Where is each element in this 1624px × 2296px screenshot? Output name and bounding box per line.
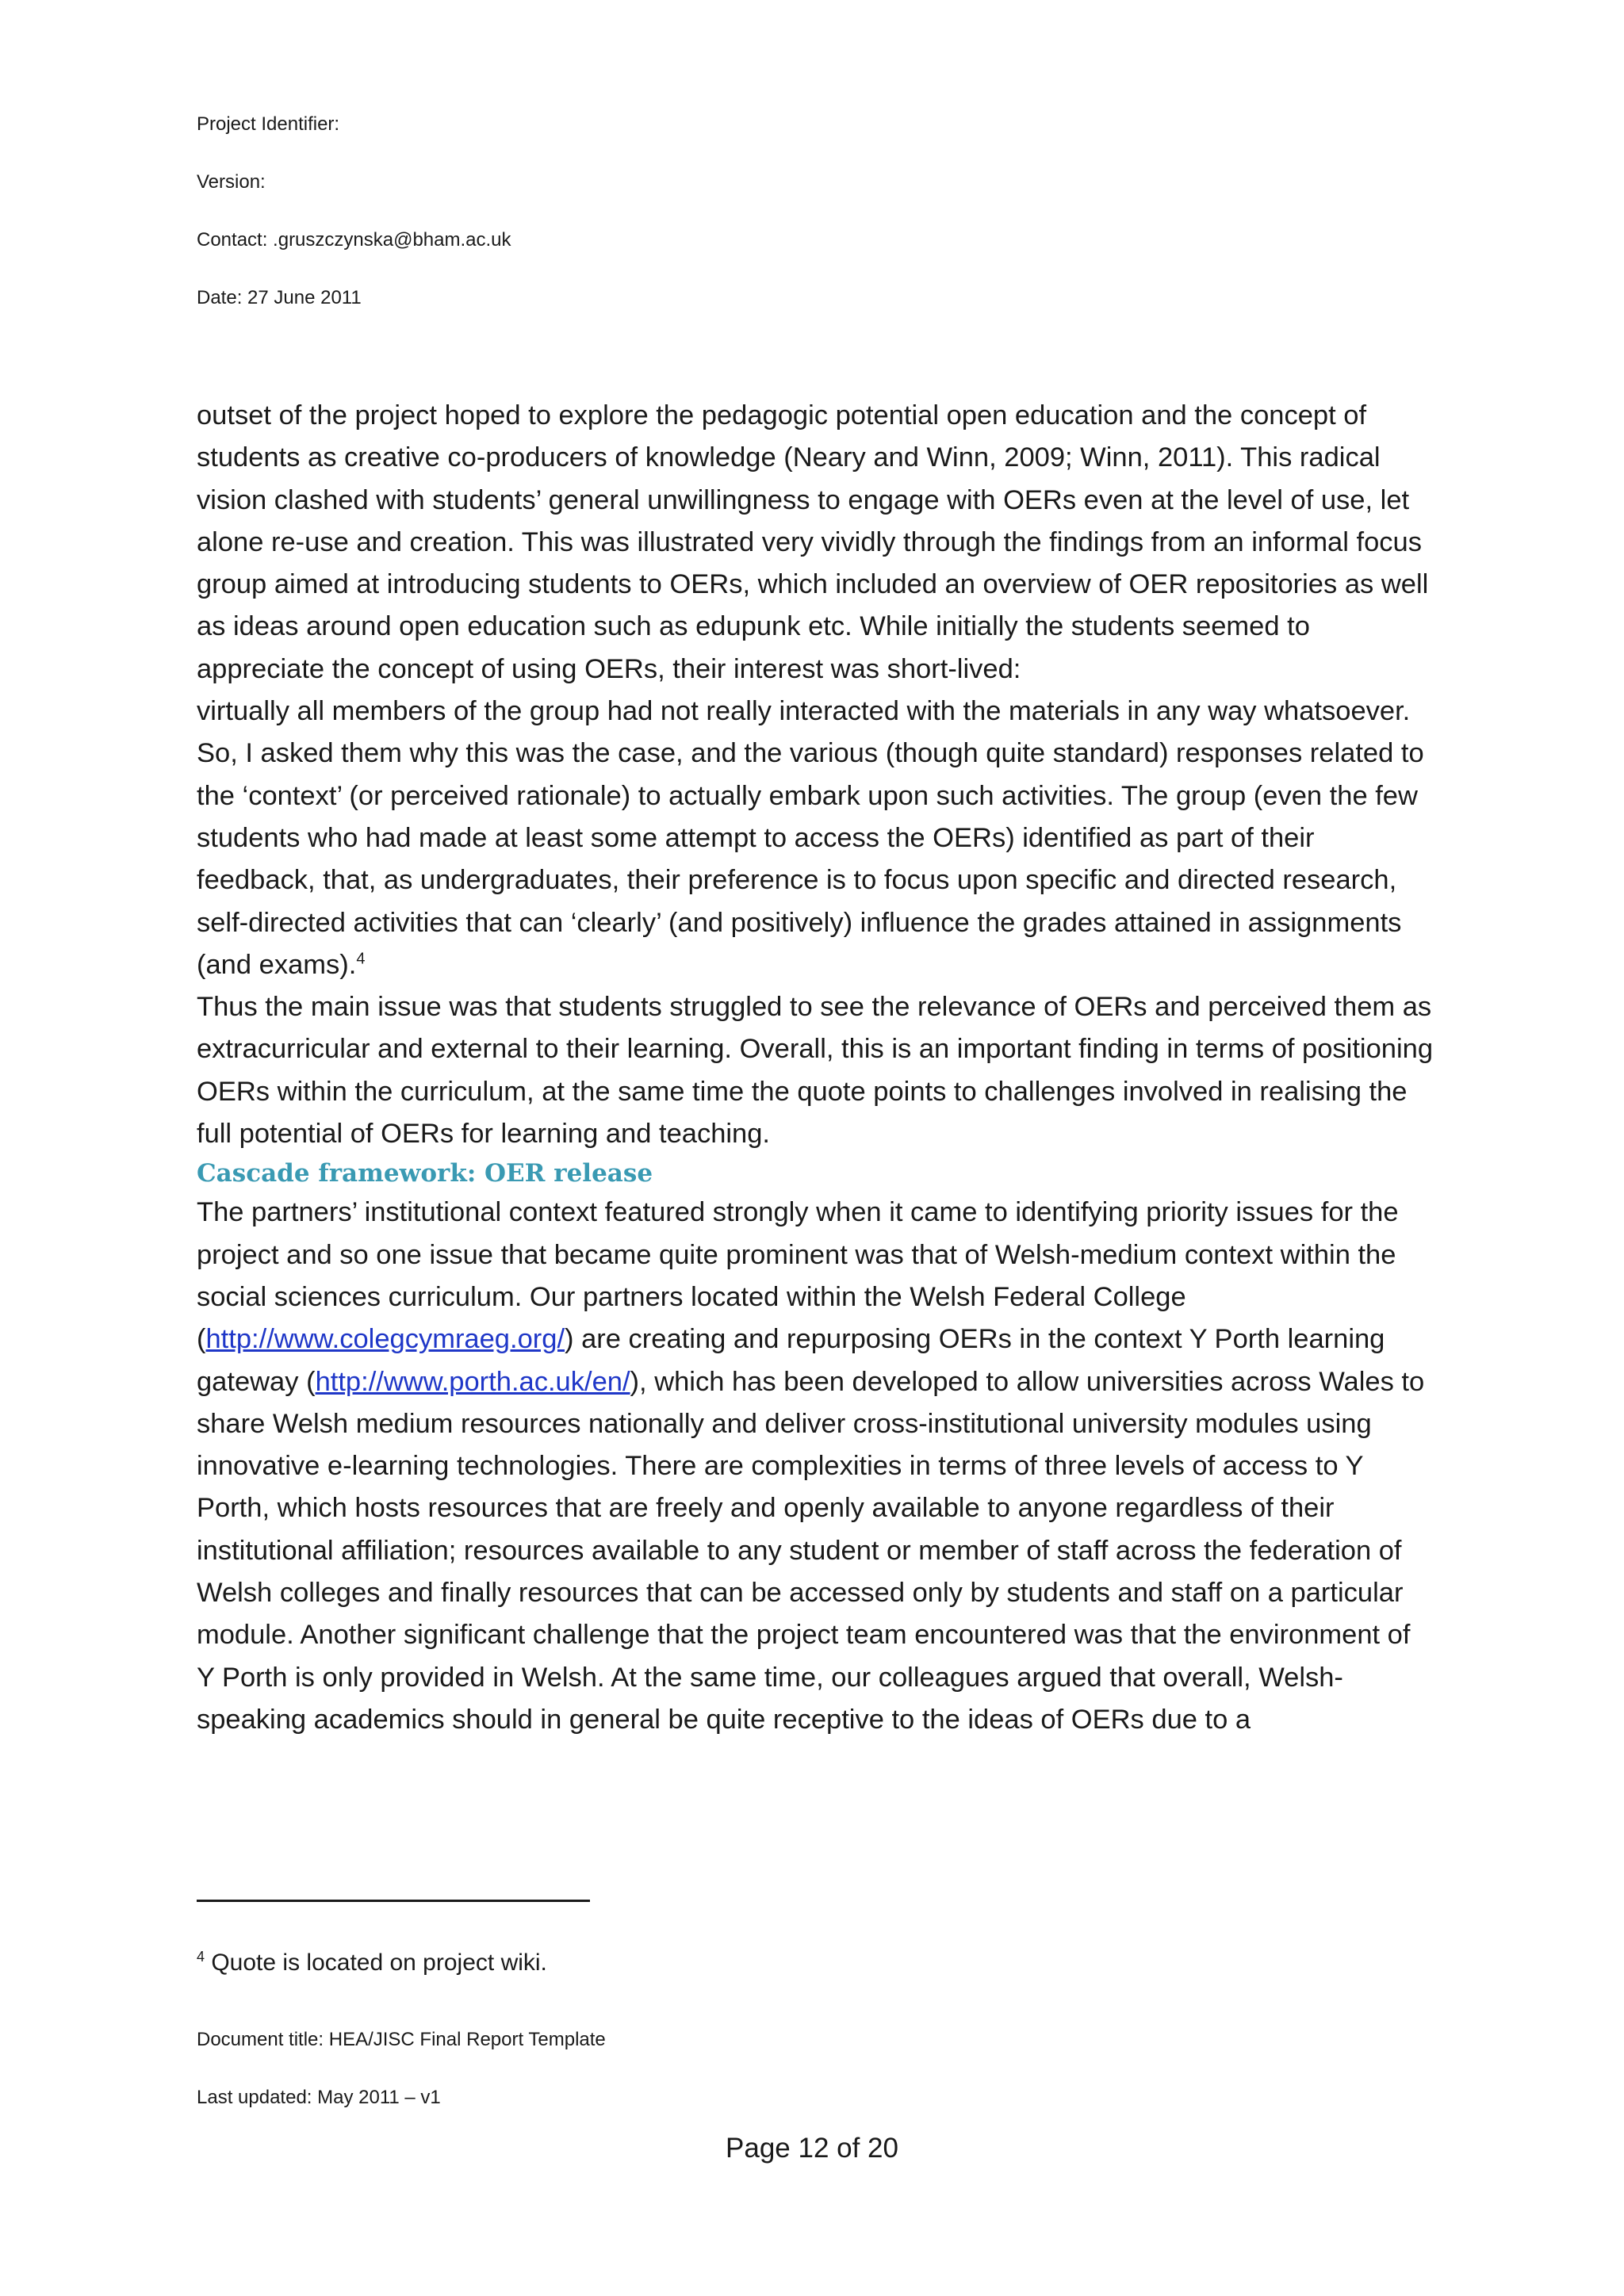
page-header [197,95,1434,327]
colegcymraeg-link[interactable]: http://www.colegcymraeg.org/ [205,1324,565,1355]
footnote-reference[interactable]: 4 [356,950,366,968]
footnote-separator [197,1900,590,1902]
paragraph-cascade-part-1: The partners’ institutional context featured strongly when it came to identifying priority issues for the project and so one issue that became quite prominent was that of Welsh-medium context within the social sciences curriculum. Our partners located within the Welsh Federal College ( [197,1197,1399,1355]
paragraph-intro: outset of the project hoped to explore the pedagogic potential open education and the concept of students as creative co-producers of knowledge (Neary and Winn, 2009; Winn, 2011). This radical vision clashed with students’ general unwillingness to engage with OERs even at the level of use, let alone re-use and creation. This was illustrated very vividly through the findings from an informal focus group aimed at introducing students to OERs, which included an overview of OER repositories as well as ideas around open education such as edupunk etc. While initially the students seemed to appreciate the concept of using OERs, their interest was short-lived: [197,400,1429,684]
version: Version: [197,171,266,193]
paragraph-cascade-part-3: ), which has been developed to allow universities across Wales to share Welsh medium resources nationally and deliver cross-institutional university modules using innovative e-learning technologies. There are complexities in terms of three levels of access to Y Porth, which hosts resources that are freely and openly available to anyone regardless of their institutional affiliation; resources available to any student or member of staff across the federation of Welsh colleges and finally resources that can be accessed only by students and staff on a particular module. Another significant challenge that the project team encountered was that the environment of Y Porth is only provided in Welsh. At the same time, our colleagues argued that overall, Welsh-speaking academics should in general be quite receptive to the ideas of OERs due to a [197,1366,1425,1735]
last-updated: Last updated: May 2011 – v1 [197,2087,441,2108]
porth-link[interactable]: http://www.porth.ac.uk/en/ [315,1366,630,1397]
footnote-mark: 4 [197,1949,205,1965]
paragraph-findings: Thus the main issue was that students struggled to see the relevance of OERs and perceived them as extracurricular and external to their learning. Overall, this is an important finding in terms of positioning OERs within the curriculum, at the same time the quote points to challenges involved in realising the full potential of OERs for learning and teaching. [197,992,1434,1150]
page-number: Page 12 of 20 [726,2133,898,2164]
project-identifier: Project Identifier: [197,113,340,135]
contact: Contact: .gruszczynska@bham.ac.uk [197,229,511,251]
paragraph-cascade-part-2: ) are creating and repurposing OERs in the context Y Porth learning gateway ( [197,1324,1385,1397]
body-text [197,395,1434,1741]
block-quote [197,691,1434,986]
footnote [197,1947,547,1979]
section-heading: Cascade framework: OER release [197,1159,653,1188]
date: Date: 27 June 2011 [197,287,362,308]
document-title: Document title: HEA/JISC Final Report Template [197,2029,606,2050]
footnote-text: Quote is located on project wiki. [205,1950,547,1976]
quote-text: virtually all members of the group had not really interacted with the materials in any way whatsoever. So, I asked them why this was the case, and the various (though quite standard) responses related to the ‘context’ (or perceived rationale) to actually embark upon such activities. The group (even the few students who had made at least some attempt to access the OERs) identified as part of their feedback, that, as undergraduates, their preference is to focus upon specific and directed research, self-directed activities that can ‘clearly’ (and positively) influence the grades attained in assignments (and exams). [197,696,1424,980]
paragraph-cascade [197,1192,1434,1741]
page-footer [197,2011,606,2126]
